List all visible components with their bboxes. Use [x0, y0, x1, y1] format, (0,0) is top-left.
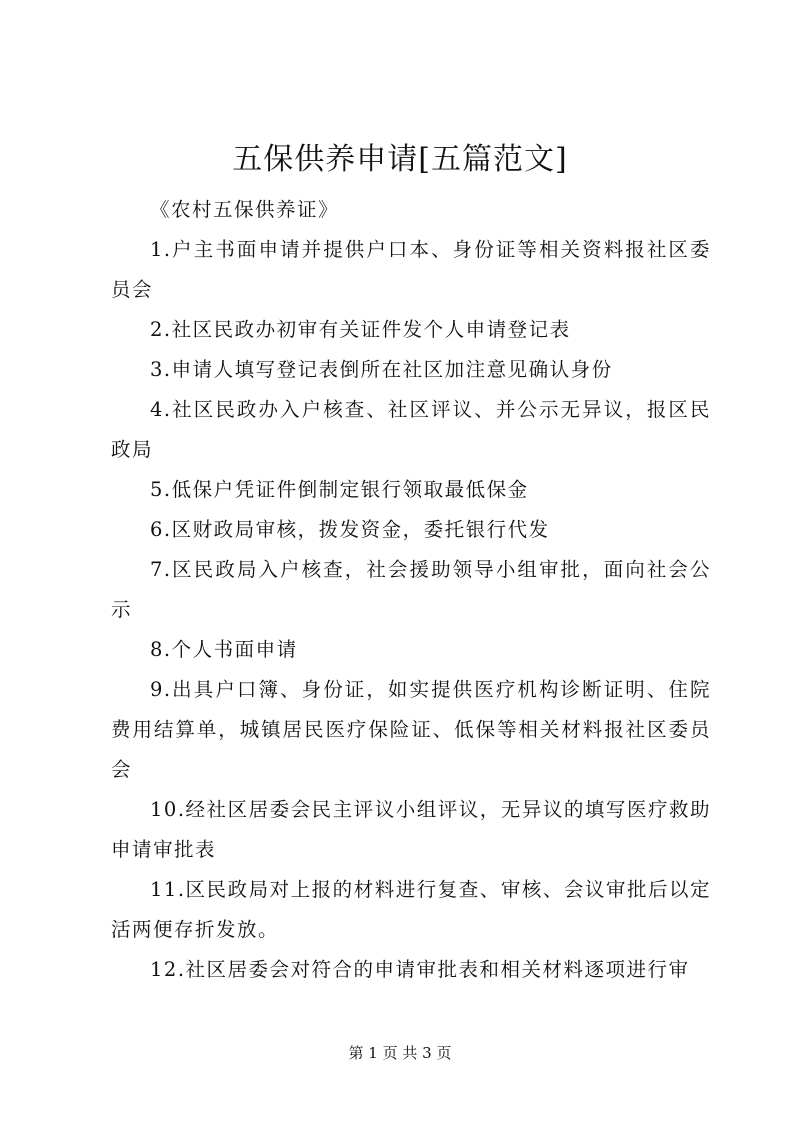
paragraph-step-5: 5.低保户凭证件倒制定银行领取最低保金	[150, 478, 529, 501]
paragraph-step-1: 1.户主书面申请并提供户口本、身份证等相关资料报社区委员会	[111, 238, 711, 301]
paragraph-step-7: 7.区民政局入户核查，社会援助领导小组审批，面向社会公示	[111, 558, 711, 621]
document-body	[111, 190, 711, 990]
paragraph-step-4: 4.社区民政办入户核查、社区评议、并公示无异议，报区民政局	[111, 398, 711, 461]
paragraph-step-2: 2.社区民政办初审有关证件发个人申请登记表	[150, 318, 571, 341]
paragraph-step-9: 9.出具户口簿、身份证，如实提供医疗机构诊断证明、住院费用结算单，城镇居民医疗保险证、低保等相关材料报社区委员会	[111, 678, 711, 781]
paragraph-certificate-title: 《农村五保供养证》	[150, 198, 340, 221]
paragraph-step-12: 12.社区居委会对符合的申请审批表和相关材料逐项进行审	[150, 958, 690, 981]
paragraph-step-6: 6.区财政局审核，拨发资金，委托银行代发	[150, 518, 550, 541]
paragraph-step-8: 8.个人书面申请	[150, 638, 298, 661]
document-title: 五保供养申请[五篇范文]	[232, 142, 568, 177]
page-number-footer: 第 1 页 共 3 页	[348, 1044, 452, 1062]
paragraph-step-3: 3.申请人填写登记表倒所在社区加注意见确认身份	[150, 358, 613, 381]
paragraph-step-10: 10.经社区居委会民主评议小组评议，无异议的填写医疗救助申请审批表	[111, 798, 711, 861]
paragraph-step-11: 11.区民政局对上报的材料进行复查、审核、会议审批后以定活两便存折发放。	[111, 878, 711, 941]
